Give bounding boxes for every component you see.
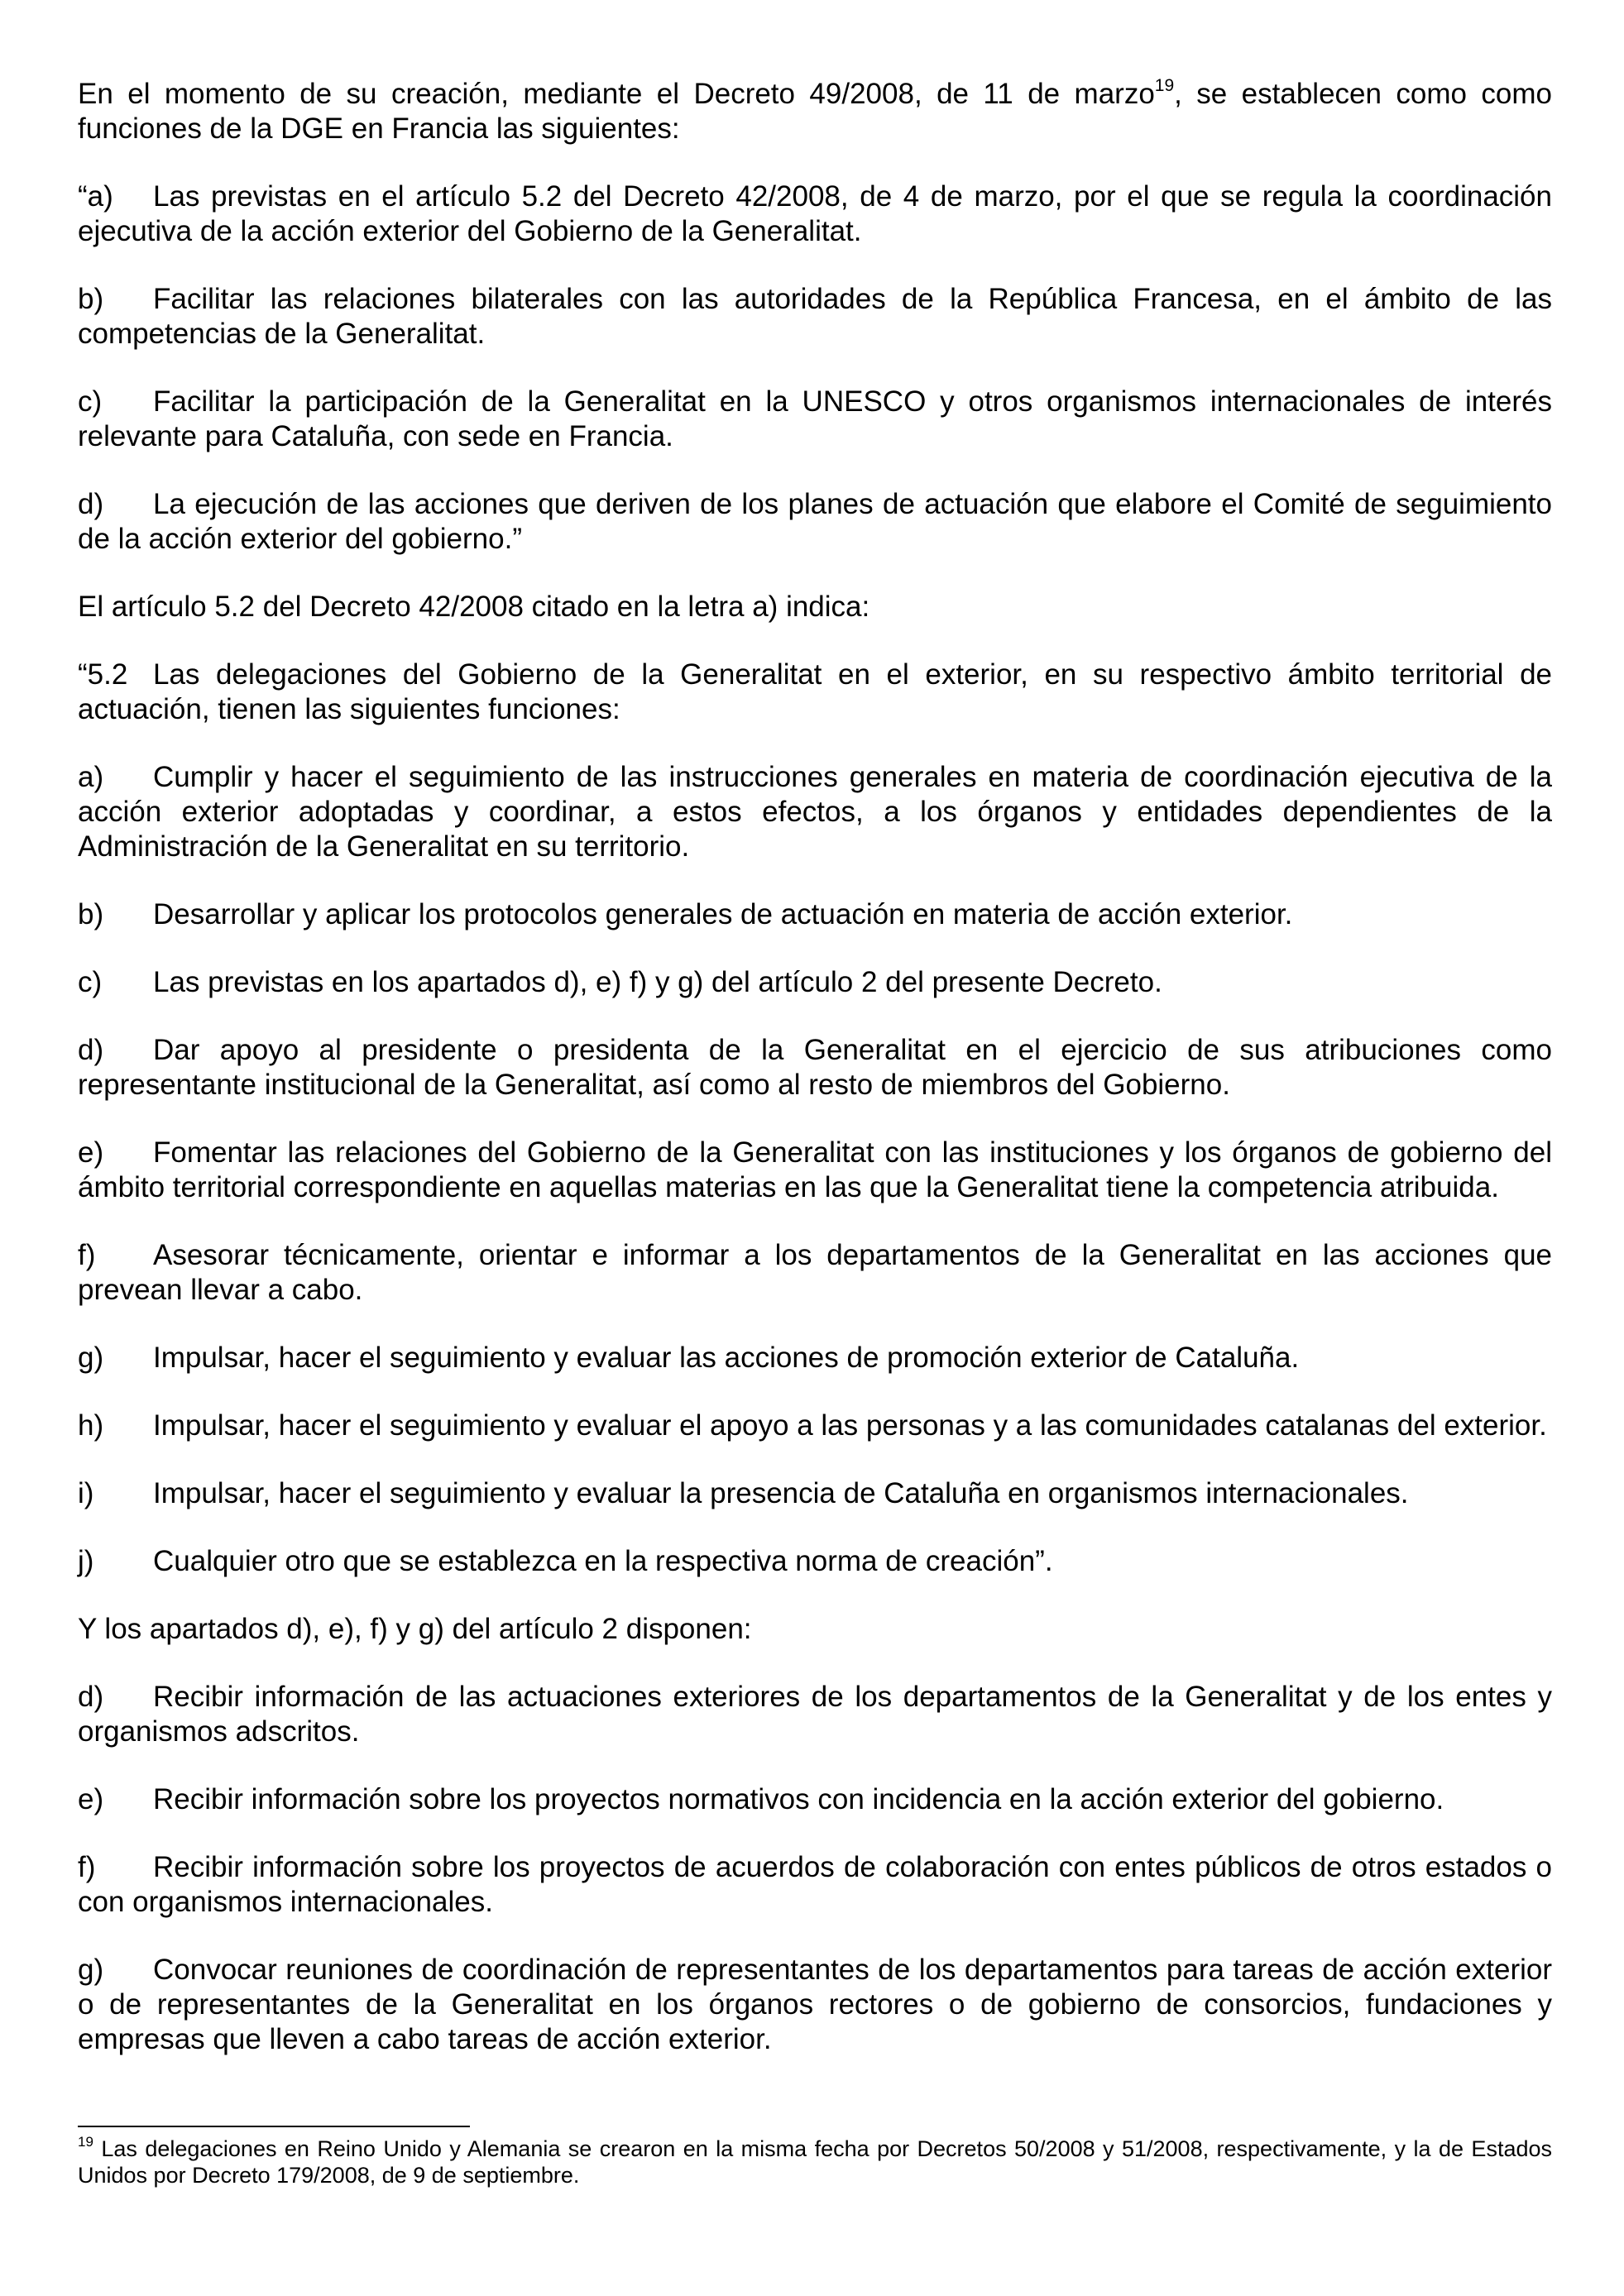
item-label: a) (78, 761, 104, 793)
item-label: “5.2 (78, 658, 128, 691)
footnote-text: Las delegaciones en Reino Unido y Alemania se crearon en la misma fecha por Decretos 50/2008 y 51/2008, respectivamente, y la de Estados Unidos por Decreto 179/2008, de 9 de septiembre. (78, 2136, 1552, 2188)
item-label: e) (78, 1783, 104, 1815)
item-label: h) (78, 1409, 104, 1442)
item-label: j) (78, 1545, 94, 1577)
item-text: Las delegaciones del Gobierno de la Generalitat en el exterior, en su respectivo ámbito territorial de actuación, tienen las siguientes funciones: (78, 658, 1552, 725)
list-item (78, 897, 1552, 932)
list-item (78, 1238, 1552, 1308)
list-item (78, 1033, 1552, 1103)
item-label: b) (78, 898, 104, 930)
item-text: Convocar reuniones de coordinación de representantes de los departamentos para tareas de acción exterior o de representantes de la Generalitat en los órganos rectores o de gobierno de consorcios, fundaciones y empresas que lleven a cabo tareas de acción exterior. (78, 1954, 1552, 2055)
item-text: Asesorar técnicamente, orientar e informar a los departamentos de la Generalitat en las acciones que prevean llevar a cabo. (78, 1239, 1552, 1306)
art2-intro: Y los apartados d), e), f) y g) del artículo 2 disponen: (78, 1613, 752, 1645)
document-body (78, 77, 1552, 2090)
list-item (78, 1850, 1552, 1920)
footnote-number: 19 (78, 2134, 93, 2150)
list-item (78, 1782, 1552, 1817)
item-text: Facilitar la participación de la Generalitat en la UNESCO y otros organismos internacionales de interés relevante para Cataluña, con sede en Francia. (78, 385, 1552, 452)
item-text: Desarrollar y aplicar los protocolos generales de actuación en materia de acción exterior. (153, 898, 1293, 930)
list-item (78, 1544, 1552, 1579)
item-text: Impulsar, hacer el seguimiento y evaluar el apoyo a las personas y a las comunidades catalanas del exterior. (153, 1409, 1547, 1442)
item-text: Recibir información de las actuaciones exteriores de los departamentos de la Generalitat y de los entes y organismos adscritos. (78, 1681, 1552, 1748)
item-text: Recibir información sobre los proyectos de acuerdos de colaboración con entes públicos de otros estados o con organismos internacionales. (78, 1851, 1552, 1918)
list-item (78, 282, 1552, 352)
list-item (78, 385, 1552, 454)
art52-heading (78, 658, 1552, 727)
list-item (78, 1409, 1552, 1443)
item-label: d) (78, 488, 104, 520)
item-label: e) (78, 1136, 104, 1169)
list-item (78, 965, 1552, 1000)
item-text: Las previstas en el artículo 5.2 del Decreto 42/2008, de 4 de marzo, por el que se regula la coordinación ejecutiva de la acción exterior del Gobierno de la Generalitat. (78, 180, 1552, 247)
list-item (78, 1341, 1552, 1375)
item-label: d) (78, 1681, 104, 1713)
item-label: i) (78, 1477, 94, 1509)
item-label: b) (78, 283, 104, 315)
list-item (78, 1476, 1552, 1511)
item-text: Dar apoyo al presidente o presidenta de la Generalitat en el ejercicio de sus atribuciones como representante institucional de la Generalitat, así como al resto de miembros del Gobierno. (78, 1034, 1552, 1101)
art52-intro: El artículo 5.2 del Decreto 42/2008 citado en la letra a) indica: (78, 591, 870, 623)
item-label: f) (78, 1851, 96, 1883)
item-label: d) (78, 1034, 104, 1066)
item-label: “a) (78, 180, 113, 213)
list-item (78, 1136, 1552, 1205)
intro-text: En el momento de su creación, mediante el Decreto 49/2008, de 11 de marzo (78, 78, 1155, 110)
item-text: Recibir información sobre los proyectos normativos con incidencia en la acción exterior del gobierno. (153, 1783, 1444, 1815)
item-label: c) (78, 385, 103, 418)
list-item (78, 179, 1552, 249)
footnote-separator (78, 2126, 470, 2127)
item-text: La ejecución de las acciones que deriven de los planes de actuación que elabore el Comité de seguimiento de la acción exterior del gobierno.” (78, 488, 1552, 555)
list-item (78, 1953, 1552, 2057)
list-item (78, 760, 1552, 864)
footnote-ref[interactable]: 19 (1154, 76, 1175, 96)
item-text: Impulsar, hacer el seguimiento y evaluar las acciones de promoción exterior de Cataluña. (153, 1342, 1300, 1374)
item-text: Fomentar las relaciones del Gobierno de la Generalitat con las instituciones y los órganos de gobierno del ámbito territorial correspondiente en aquellas materias en las que la Generalitat tiene la competencia atribuida. (78, 1136, 1552, 1203)
footnote (78, 2136, 1552, 2188)
intro-paragraph (78, 77, 1552, 146)
item-text: Cualquier otro que se establezca en la respectiva norma de creación”. (153, 1545, 1053, 1577)
item-label: c) (78, 966, 103, 998)
list-item (78, 487, 1552, 557)
item-label: g) (78, 1342, 104, 1374)
item-label: g) (78, 1954, 104, 1986)
list-item (78, 1680, 1552, 1749)
item-text: Las previstas en los apartados d), e) f) y g) del artículo 2 del presente Decreto. (153, 966, 1162, 998)
item-text: Impulsar, hacer el seguimiento y evaluar la presencia de Cataluña en organismos internacionales. (153, 1477, 1409, 1509)
item-text: Facilitar las relaciones bilaterales con las autoridades de la República Francesa, en el ámbito de las competencias de la Generalitat. (78, 283, 1552, 350)
item-text: Cumplir y hacer el seguimiento de las instrucciones generales en materia de coordinación ejecutiva de la acción exterior adoptadas y coordinar, a estos efectos, a los órganos y entidades dependientes de la Administración de la Generalitat en su territorio. (78, 761, 1552, 863)
item-label: f) (78, 1239, 96, 1271)
intro-text-cont: , se establecen como como funciones de la DGE en Francia las siguientes: (78, 78, 1552, 145)
